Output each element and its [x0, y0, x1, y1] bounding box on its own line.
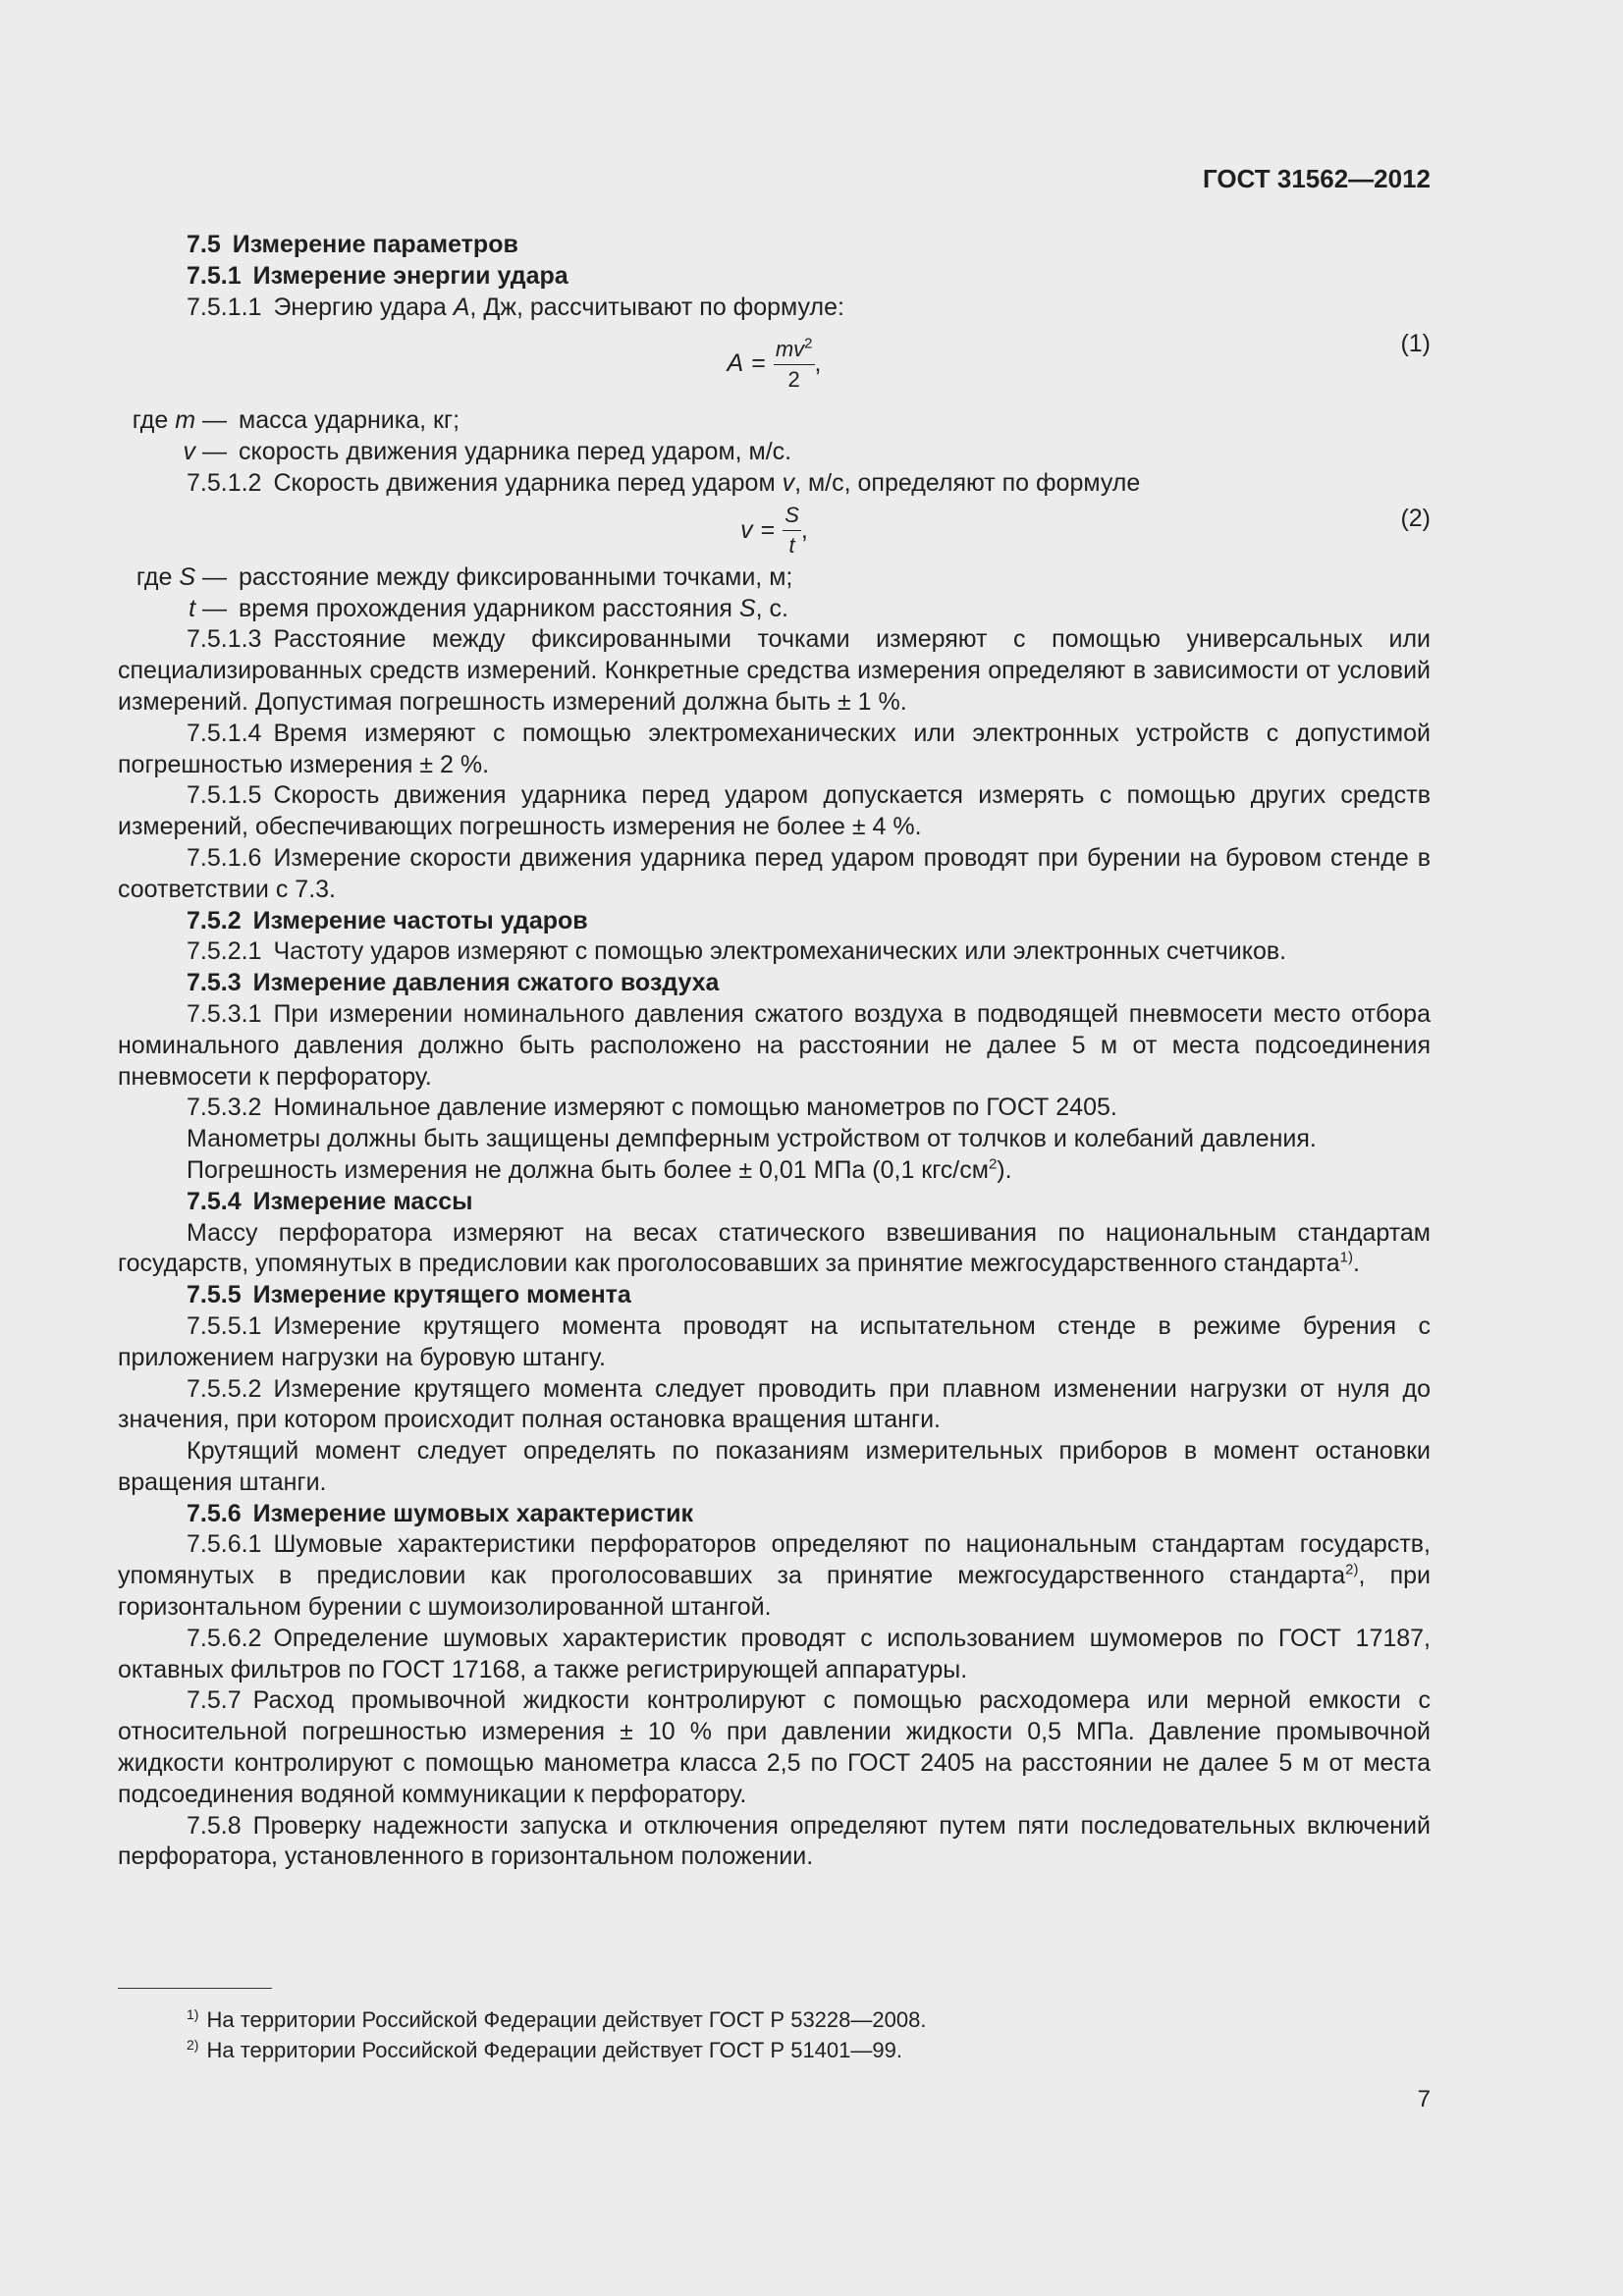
- section-heading-7-5-6: 7.5.6 Измерение шумовых характеристик: [187, 1499, 693, 1527]
- formula-2-expression: v = $\frac{S}{t}$ ,: [740, 503, 808, 559]
- formula-1-fraction: $\frac{mv^2}{2}$: [775, 335, 813, 392]
- paragraph-7-5-7: 7.5.7 Расход промывочной жидкости контролируют с помощью расходомера или мерной емкости с относительной погрешностью измерения ± 10 % при давлении жидкости 0,5 МПа. Давление промывочной жидкости контролируют с помощью манометра класса 2,5 по ГОСТ 2405 на расстоянии не далее 5 м от места подсоединения водяной коммуникации к перфоратору.: [118, 1686, 1431, 1808]
- paragraph-7-5-1-2: 7.5.1.2 Скорость движения ударника перед ударом v, м/с, определяют по формуле: [187, 468, 1141, 497]
- paragraph-7-5-3-1: 7.5.3.1 При измерении номинального давления сжатого воздуха в подводящей пневмосети место отбора номинального давления должно быть расположено на расстоянии не далее 5 м от места подсоединения пневмосети к перфоратору.: [118, 999, 1431, 1091]
- paragraph-manometer-protection: Манометры должны быть защищены демпферным устройством от толчков и колебаний давления.: [187, 1125, 1317, 1153]
- section-heading-7-5-2: 7.5.2 Измерение частоты ударов: [187, 906, 588, 934]
- footnote-ref-2[interactable]: 2): [1345, 1561, 1359, 1578]
- formula-2: [118, 500, 1431, 562]
- section-heading-7-5-4: 7.5.4 Измерение массы: [187, 1187, 473, 1215]
- formula-1: [118, 323, 1431, 405]
- footnote-separator: [118, 1988, 272, 1989]
- section-heading-7-5-3: 7.5.3 Измерение давления сжатого воздуха: [187, 969, 720, 997]
- paragraph-7-5-6-1: 7.5.6.1 Шумовые характеристики перфораторов определяют по национальным стандартам государств, упомянутых в предисловии как проголосовавших за принятие межгосударственного стандарта$^{2)}$, при горизонтальном бурении с шумоизолированной штангой.: [118, 1530, 1431, 1622]
- formula-2-fraction: $\frac{S}{t}$: [784, 503, 799, 559]
- paragraph-7-5-2-1: 7.5.2.1 Частоту ударов измеряют с помощью электромеханических или электронных счетчиков.: [187, 937, 1287, 966]
- paragraph-7-5-5-1: 7.5.5.1 Измерение крутящего момента проводят на испытательном стенде в режиме бурения с приложением нагрузки на буровую штангу.: [118, 1311, 1431, 1371]
- paragraph-torque-reading: Крутящий момент следует определять по показаниям измерительных приборов в момент остановки вращения штанги.: [118, 1437, 1431, 1496]
- paragraph-7-5-5-2: 7.5.5.2 Измерение крутящего момента следует проводить при плавном изменении нагрузки от нуля до значения, при котором происходит полная остановка вращения штанги.: [118, 1374, 1431, 1434]
- paragraph-measurement-error: Погрешность измерения не должна быть более ± 0,01 МПа (0,1 кгс/$см^2$).: [187, 1155, 1012, 1184]
- section-heading-7-5: 7.5 Измерение параметров: [187, 231, 518, 258]
- formula-1-number: (1): [1400, 330, 1431, 358]
- section-heading-7-5-1: 7.5.1 Измерение энергии удара: [187, 261, 568, 290]
- formula-2-number: (2): [1400, 504, 1431, 532]
- formula-2-legend: где S — расстояние между фиксированными точками, м; t — время прохождения ударником расстояния S, с.: [135, 562, 793, 622]
- paragraph-7-5-6-2: 7.5.6.2 Определение шумовых характеристик проводят с использованием шумомеров по ГОСТ 17187, октавных фильтров по ГОСТ 17168, а также регистрирующей аппаратуры.: [118, 1624, 1431, 1683]
- footnotes: [118, 2004, 1431, 2065]
- section-heading-7-5-5: 7.5.5 Измерение крутящего момента: [187, 1281, 631, 1309]
- footnote-2: $^{2)}$ На территории Российской Федерации действует ГОСТ Р 51401—99.: [187, 2036, 902, 2062]
- footnote-ref-1[interactable]: 1): [1339, 1249, 1353, 1266]
- paragraph-7-5-1-3: 7.5.1.3 Расстояние между фиксированными точками измеряют с помощью универсальных или специализированных средств измерений. Конкретные средства измерения определяют в зависимости от условий измерений. Допустимая погрешность измерений должна быть ± 1 %.: [118, 625, 1431, 716]
- document-code: ГОСТ 31562—2012: [1203, 164, 1431, 193]
- paragraph-7-5-1-5: 7.5.1.5 Скорость движения ударника перед ударом допускается измерять с помощью других средств измерений, обеспечивающих погрешность измерения не более ± 4 %.: [118, 781, 1431, 841]
- paragraph-7-5-8: 7.5.8 Проверку надежности запуска и отключения определяют путем пяти последовательных включений перфоратора, установленного в горизонтальном положении.: [118, 1811, 1431, 1871]
- formula-1-legend: где m — масса ударника, кг; v — скорость движения ударника перед ударом, м/с.: [132, 406, 792, 466]
- paragraph-7-5-1-4: 7.5.1.4 Время измеряют с помощью электромеханических или электронных устройств с допустимой погрешностью измерения ± 2 %.: [118, 719, 1431, 778]
- footnote-1: $^{1)}$ На территории Российской Федерации действует ГОСТ Р 53228—2008.: [187, 2005, 927, 2032]
- paragraph-7-5-1-6: 7.5.1.6 Измерение скорости движения ударника перед ударом проводят при бурении на буровом стенде в соответствии с 7.3.: [118, 843, 1431, 903]
- formula-1-expression: A = $\frac{mv^2}{2}$ ,: [727, 335, 822, 392]
- paragraph-7-5-1-1: 7.5.1.1 Энергию удара A, Дж, рассчитывают по формуле:: [187, 293, 844, 321]
- page-body: [118, 230, 1431, 1873]
- paragraph-7-5-4: Массу перфоратора измеряют на весах статического взвешивания по национальным стандартам государств, упомянутых в предисловии как проголосовавших за принятие межгосударственного стандарта$^{1)}$.: [118, 1218, 1431, 1278]
- paragraph-7-5-3-2: 7.5.3.2 Номинальное давление измеряют с помощью манометров по ГОСТ 2405.: [187, 1094, 1117, 1122]
- page-number: 7: [1417, 2086, 1431, 2112]
